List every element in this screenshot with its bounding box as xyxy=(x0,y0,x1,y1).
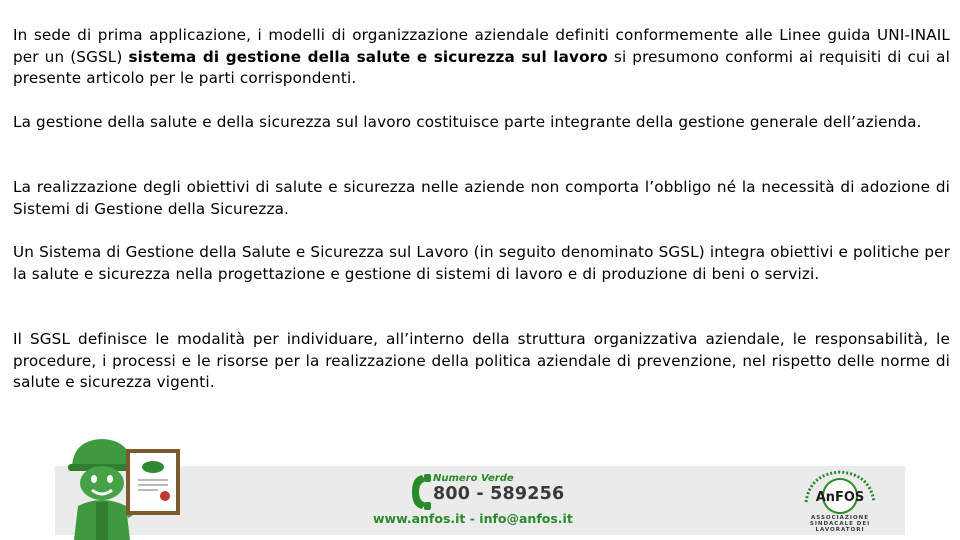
paragraph-2-text: La gestione della salute e della sicurezza sul lavoro costituisce parte integrante della gestione generale dell’azienda. xyxy=(13,113,922,131)
paragraph-4 xyxy=(13,242,950,285)
logo-subtext: ASSOCIAZIONE SINDACALE DEI LAVORATORI xyxy=(809,515,871,533)
phone-number: 800 - 589256 xyxy=(433,484,565,504)
phone-icon xyxy=(410,473,432,511)
svg-text:AnFOS: AnFOS xyxy=(815,490,865,505)
certificate-icon xyxy=(126,449,180,515)
paragraph-2 xyxy=(13,112,950,134)
paragraph-5 xyxy=(13,329,950,394)
paragraph-5-text: Il SGSL definisce le modalità per individuare, all’interno della struttura organizzativa aziendale, le responsabilità, le procedure, i processi e le risorse per la realizzazione della politica aziendale di prevenzione, nel rispetto delle norme di salute e sicurezza vigenti. xyxy=(13,330,950,391)
paragraph-3-text: La realizzazione degli obiettivi di salute e sicurezza nelle aziende non comporta l’obbligo né la necessità di adozione di Sistemi di Gestione della Sicurezza. xyxy=(13,178,950,218)
paragraph-1-after: si presumono conformi ai requisiti di cui al presente articolo per le parti corrispondenti. xyxy=(13,47,950,87)
contact-line[interactable]: www.anfos.it - info@anfos.it xyxy=(373,511,573,526)
paragraph-3 xyxy=(13,177,950,220)
paragraph-4-text: Un Sistema di Gestione della Salute e Sicurezza sul Lavoro (in seguito denominato SGSL) integra obiettivi e politiche per la salute e sicurezza nella progettazione e gestione di sistemi di lavoro e di produzione di beni o servizi. xyxy=(13,243,950,283)
paragraph-1-before: In sede di prima applicazione, i modelli di organizzazione aziendale definiti conformemente alle Linee guida UNI-INAIL per un (SGSL) xyxy=(13,26,950,66)
numero-verde-label: Numero Verde xyxy=(433,473,514,484)
paragraph-1-bold: sistema di gestione della salute e sicurezza sul lavoro xyxy=(128,47,608,66)
paragraph-1 xyxy=(13,25,950,90)
